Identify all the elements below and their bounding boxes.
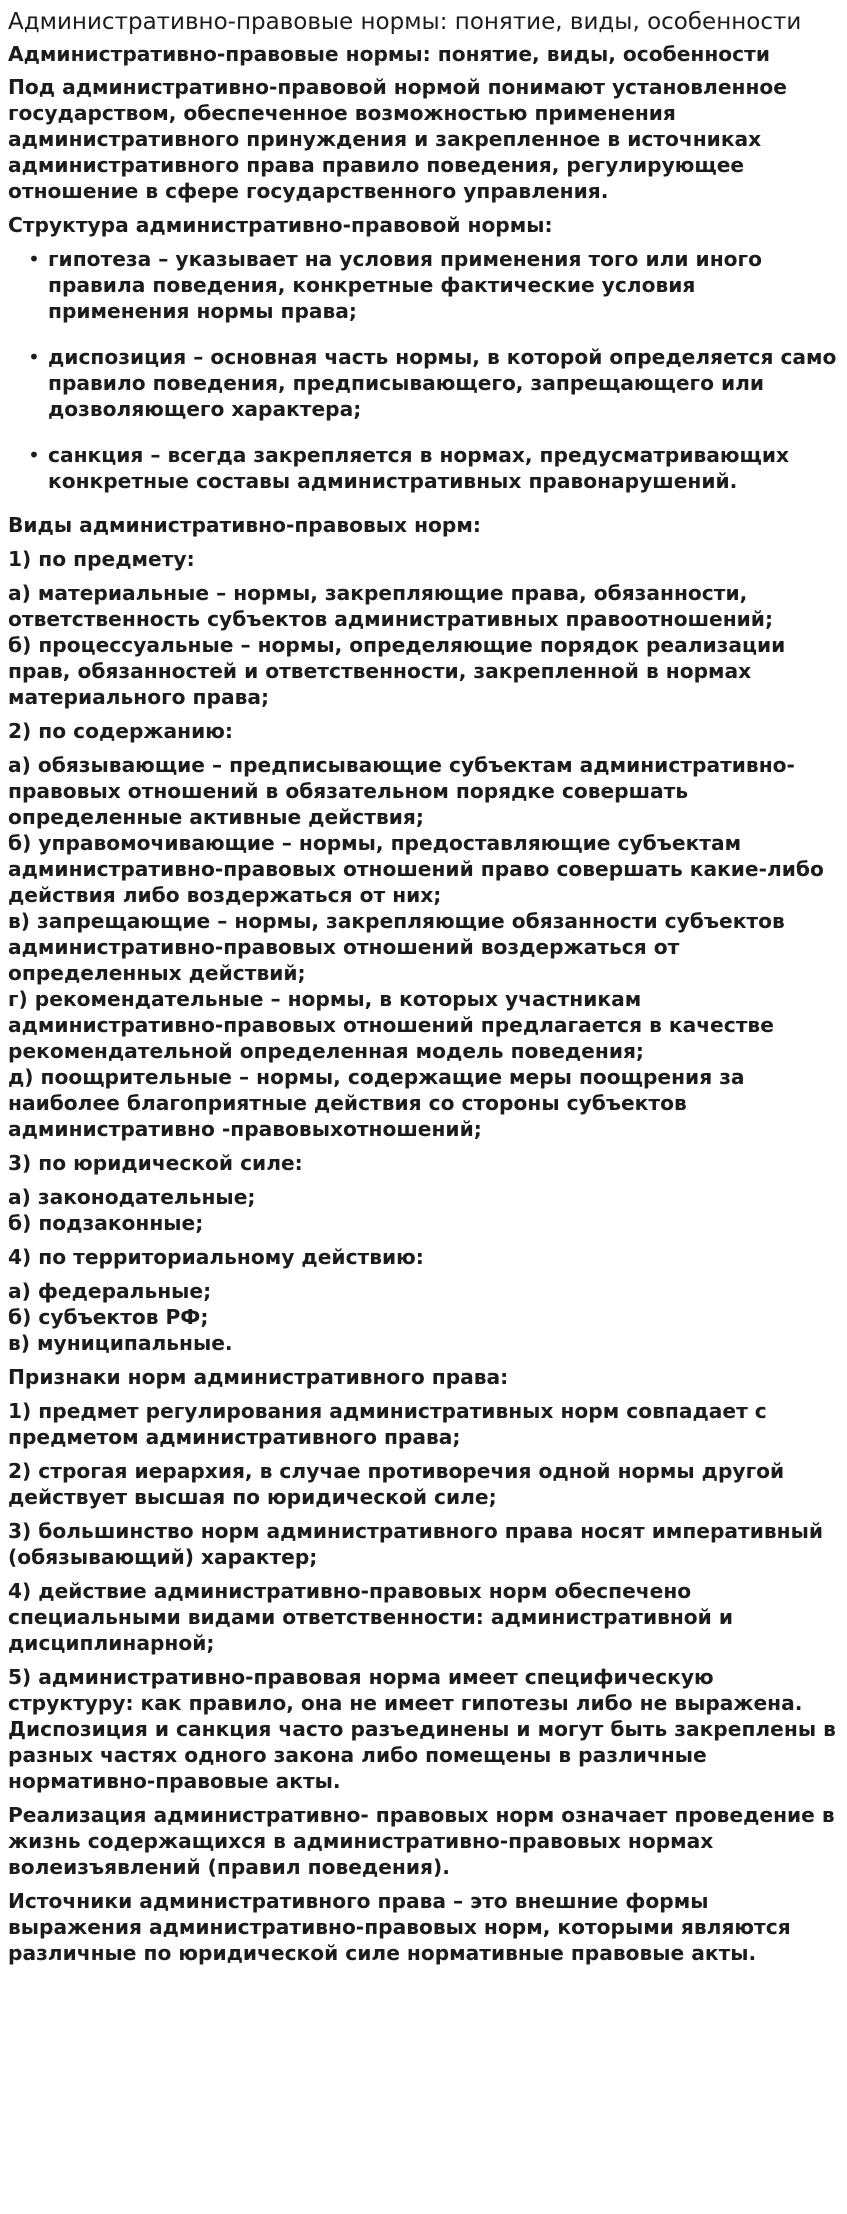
types-by-territory-line: б) субъектов РФ; [8, 1305, 209, 1329]
structure-item-sanction [28, 442, 839, 494]
feature-item: 5) административно-правовая норма имеет специфическую структуру: как правило, она не имеет гипотезы либо не выражена. Диспозиция и санкция часто разъединены и могут быть закреплены в разных частях одного закона либо помещены в различные нормативно-правовые акты. [8, 1665, 836, 1793]
types-by-content-line: б) управомочивающие – нормы, предоставляющие субъектам административно-правовых отношений право совершать какие-либо действия либо воздержаться от них; [8, 831, 824, 907]
types-by-content-line: д) поощрительные – нормы, содержащие меры поощрения за наиболее благоприятные действия со стороны субъектов административно -правовыхотношений; [8, 1065, 745, 1141]
structure-item-text: диспозиция – основная часть нормы, в которой определяется само правило поведения, предписывающего, запрещающего или дозволяющего характера; [48, 345, 837, 421]
feature-item: 3) большинство норм административного права носят императивный (обязывающий) характер; [8, 1519, 824, 1569]
definition-paragraph: Под административно-правовой нормой понимают установленное государством, обеспеченное возможностью применения административного принуждения и закрепленное в источниках административного права правило поведения, регулирующее отношение в сфере государственного управления. [8, 75, 787, 203]
structure-item-text: санкция – всегда закрепляется в нормах, предусматривающих конкретные составы административных правонарушений. [48, 443, 789, 493]
types-by-subject-line: а) материальные – нормы, закрепляющие права, обязанности, ответственность субъектов административных правоотношений; [8, 581, 774, 631]
types-by-content-line: а) обязывающие – предписывающие субъектам административно-правовых отношений в обязательном порядке совершать определенные активные действия; [8, 753, 795, 829]
structure-title: Структура административно-правовой нормы: [8, 213, 553, 237]
bullet-icon: • [28, 247, 40, 271]
structure-item-text: гипотеза – указывает на условия применения того или иного правила поведения, конкретные фактические условия применения нормы права; [48, 247, 762, 323]
types-by-legal-force-line: а) законодательные; [8, 1185, 256, 1209]
sources-paragraph: Источники административного права – это внешние формы выражения административно-правовых норм, которыми являются различные по юридической силе нормативные правовые акты. [8, 1889, 791, 1965]
feature-item: 4) действие административно-правовых норм обеспечено специальными видами ответственности: административной и дисциплинарной; [8, 1579, 733, 1655]
structure-item-disposition [28, 344, 839, 422]
structure-list [8, 246, 839, 494]
structure-item-hypothesis [28, 246, 839, 324]
realization-paragraph: Реализация административно- правовых норм означает проведение в жизнь содержащихся в административно-правовых нормах волеизъявлений (правил поведения). [8, 1803, 835, 1879]
types-title: Виды административно-правовых норм: [8, 513, 481, 537]
document-heading: Административно-правовые нормы: понятие, виды, особенности [8, 42, 770, 66]
types-by-territory-line: в) муниципальные. [8, 1331, 233, 1355]
bullet-icon: • [28, 345, 40, 369]
types-by-legal-force-title: 3) по юридической силе: [8, 1151, 303, 1175]
types-by-content-line: г) рекомендательные – нормы, в которых участникам административно-правовых отношений предлагается в качестве рекомендательной определенная модель поведения; [8, 987, 774, 1063]
types-by-territory-title: 4) по территориальному действию: [8, 1245, 424, 1269]
types-by-subject-title: 1) по предмету: [8, 547, 195, 571]
features-title: Признаки норм административного права: [8, 1365, 509, 1389]
types-by-subject-line: б) процессуальные – нормы, определяющие порядок реализации прав, обязанностей и ответственности, закрепленной в нормах материального права; [8, 633, 786, 709]
types-by-content-line: в) запрещающие – нормы, закрепляющие обязанности субъектов административно-правовых отношений воздержаться от определенных действий; [8, 909, 785, 985]
types-by-content-title: 2) по содержанию: [8, 719, 233, 743]
page-title: Административно-правовые нормы: понятие, виды, особенности [8, 9, 802, 35]
types-by-legal-force-line: б) подзаконные; [8, 1211, 204, 1235]
bullet-icon: • [28, 443, 40, 467]
types-by-territory-line: а) федеральные; [8, 1279, 212, 1303]
feature-item: 1) предмет регулирования административных норм совпадает с предметом административного права; [8, 1399, 767, 1449]
feature-item: 2) строгая иерархия, в случае противоречия одной нормы другой действует высшая по юридической силе; [8, 1459, 785, 1509]
